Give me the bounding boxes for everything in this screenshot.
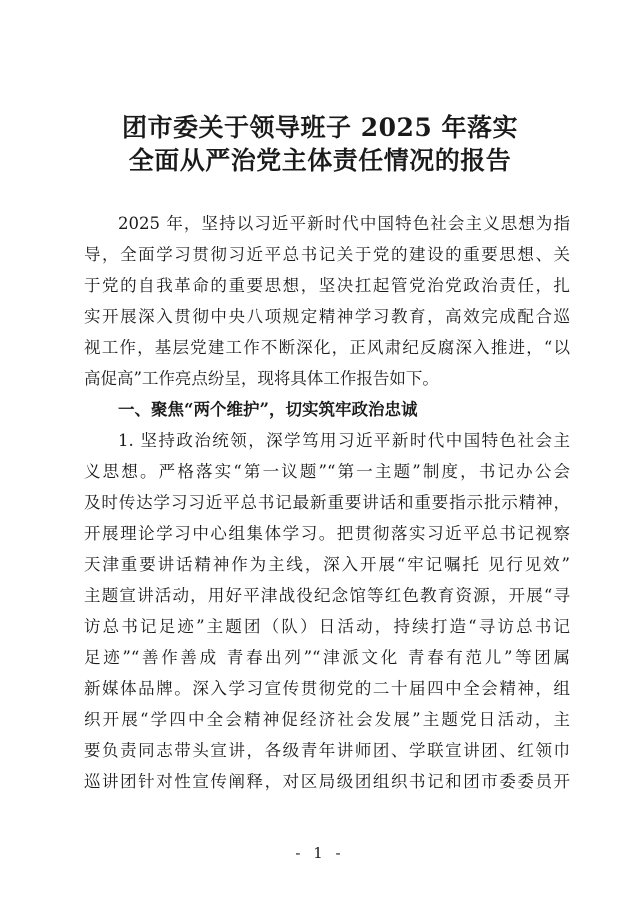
paragraph-1-line-12: 巡讲团针对性宣传阐释，对区局级团组织书记和团市委委员开 xyxy=(84,772,570,791)
paragraph-intro-line-5: 视工作，基层党建工作不断深化，正风肃纪反腐深入推进，“以 xyxy=(84,338,570,357)
paragraph-1-line-4: 开展理论学习中心组集体学习。把贯彻落实习近平总书记视察 xyxy=(84,524,570,543)
paragraph-intro-line-6: 高促高”工作亮点纷呈，现将具体工作报告如下。 xyxy=(84,369,439,388)
paragraph-1-line-1: 1. 坚持政治统领，深学笃用习近平新时代中国特色社会主 xyxy=(118,431,570,450)
paragraph-intro-line-4: 实开展深入贯彻中央八项规定精神学习教育，高效完成配合巡 xyxy=(84,307,570,326)
paragraph-1-line-5: 天津重要讲话精神作为主线，深入开展“牢记嘱托 见行见效” xyxy=(84,555,570,574)
paragraph-intro-line-1: 2025 年，坚持以习近平新时代中国特色社会主义思想为指 xyxy=(118,214,570,233)
paragraph-1-line-10: 织开展“学四中全会精神促经济社会发展”主题党日活动，主 xyxy=(84,710,570,729)
paragraph-1-line-3: 及时传达学习习近平总书记最新重要讲话和重要指示批示精神， xyxy=(84,493,570,512)
report-title-line-1: 团市委关于领导班子 2025 年落实 xyxy=(122,113,518,142)
paragraph-1-line-8: 足迹”“善作善成 青春出列”“津派文化 青春有范儿”等团属 xyxy=(84,648,570,667)
paragraph-1-line-7: 访总书记足迹”主题团（队）日活动，持续打造“寻访总书记 xyxy=(84,617,570,636)
section-heading-1: 一、聚焦“两个维护”，切实筑牢政治忠诚 xyxy=(118,400,418,419)
paragraph-intro-line-2: 导，全面学习贯彻习近平总书记关于党的建设的重要思想、关 xyxy=(84,245,570,264)
paragraph-1-line-9: 新媒体品牌。深入学习宣传贯彻党的二十届四中全会精神，组 xyxy=(84,679,570,698)
paragraph-1-line-2: 义思想。严格落实“第一议题”“第一主题”制度，书记办公会 xyxy=(84,462,570,481)
paragraph-1-line-11: 要负责同志带头宣讲，各级青年讲师团、学联宣讲团、红领巾 xyxy=(84,741,570,760)
report-title-line-2: 全面从严治党主体责任情况的报告 xyxy=(128,146,512,175)
paragraph-intro-line-3: 于党的自我革命的重要思想，坚决扛起管党治党政治责任，扎 xyxy=(84,276,570,295)
paragraph-1-line-6: 主题宣讲活动，用好平津战役纪念馆等红色教育资源，开展“寻 xyxy=(84,586,570,605)
page-number: - 1 - xyxy=(295,844,345,862)
